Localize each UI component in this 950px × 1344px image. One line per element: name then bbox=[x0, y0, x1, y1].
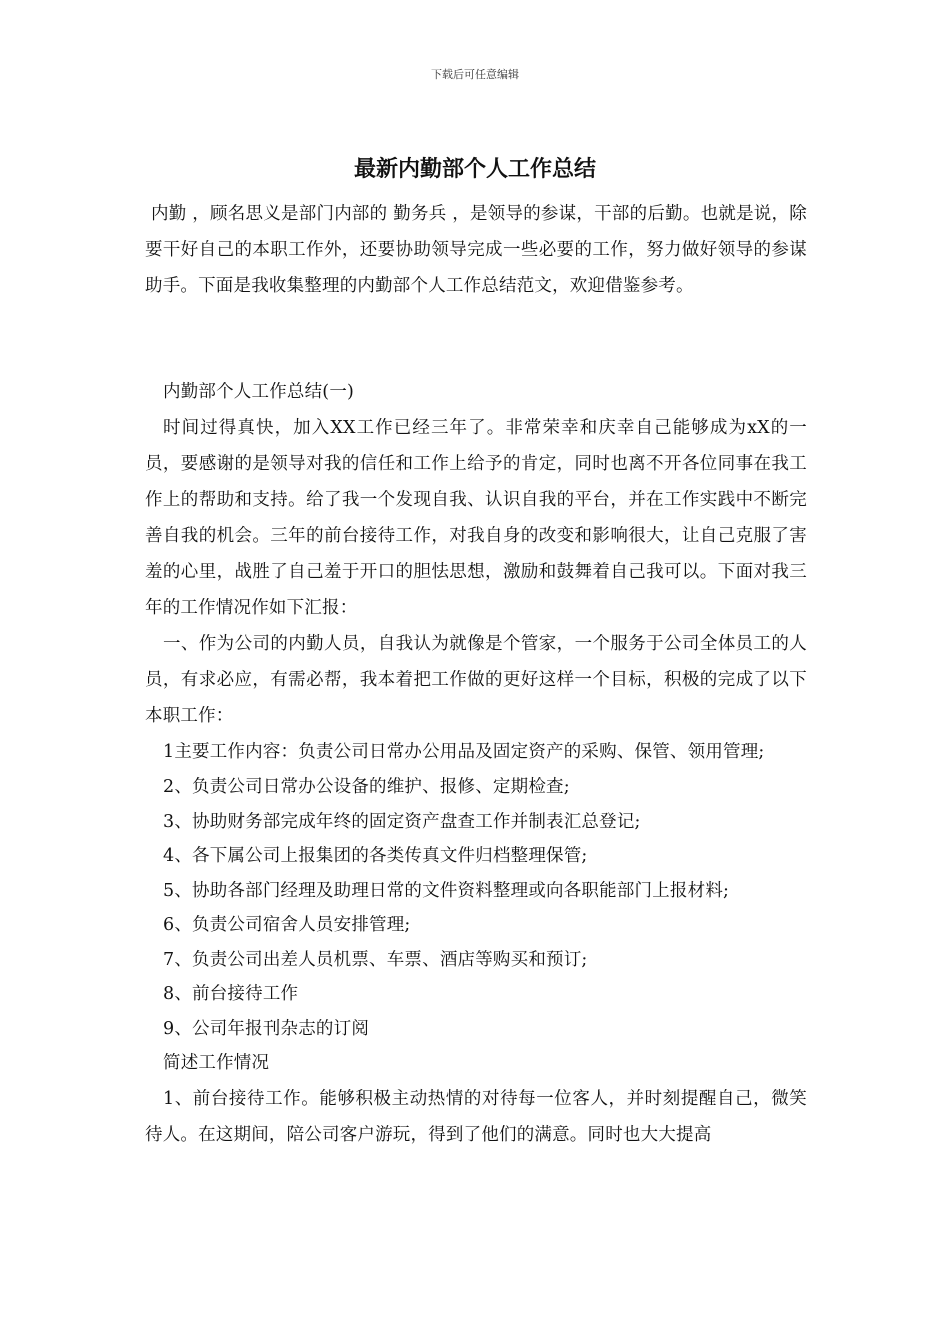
list-item: 5、协助各部门经理及助理日常的文件资料整理或向各职能部门上报材料; bbox=[163, 880, 730, 901]
main-content bbox=[145, 374, 807, 1153]
list-item: 3、协助财务部完成年终的固定资产盘查工作并制表汇总登记; bbox=[163, 811, 641, 832]
list-item: 7、负责公司出差人员机票、车票、酒店等购买和预订; bbox=[163, 949, 588, 970]
list-item: 1主要工作内容：负责公司日常办公用品及固定资产的采购、保管、领用管理; bbox=[163, 742, 765, 762]
list-item: 9、公司年报刊杂志的订阅 bbox=[163, 1018, 370, 1039]
header-note: 下载后可任意编辑 bbox=[431, 68, 519, 81]
intro-paragraph: 内勤 ，顾名思义是部门内部的 勤务兵 ，是领导的参谋，干部的后勤。也就是说，除要干好自己的本职工作外，还要协助领导完成一些必要的工作，努力做好领导的参谋助手。下面是我收集整理的内勤部个人工作总结范文，欢迎借鉴参考。 bbox=[145, 204, 807, 296]
list-item: 4、各下属公司上报集团的各类传真文件归档整理保管; bbox=[163, 846, 588, 866]
paragraph-2: 一、作为公司的内勤人员，自我认为就像是个管家，一个服务于公司全体员工的人员，有求必应，有需必帮，我本着把工作做的更好这样一个目标，积极的完成了以下本职工作： bbox=[145, 634, 807, 726]
paragraph-3: 1、前台接待工作。能够积极主动热情的对待每一位客人，并时刻提醒自己，微笑待人。在这期间，陪公司客户游玩，得到了他们的满意。同时也大大提高 bbox=[145, 1088, 807, 1145]
list-item: 6、负责公司宿舍人员安排管理; bbox=[163, 915, 411, 935]
intro-section bbox=[145, 196, 807, 304]
list-item: 8、前台接待工作 bbox=[163, 984, 299, 1004]
list-item: 2、负责公司日常办公设备的维护、报修、定期检查; bbox=[163, 777, 570, 797]
document-title: 最新内勤部个人工作总结 bbox=[353, 157, 596, 182]
section-heading: 内勤部个人工作总结(一) bbox=[163, 382, 355, 402]
subheading: 简述工作情况 bbox=[163, 1053, 270, 1073]
paragraph-1: 时间过得真快，加入XX工作已经三年了。非常荣幸和庆幸自己能够成为xX的一员，要感谢的是领导对我的信任和工作上给予的肯定，同时也离不开各位同事在我工作上的帮助和支持。给了我一个发现自我、认识自我的平台，并在工作实践中不断完善自我的机会。三年的前台接待工作，对我自身的改变和影响很大，让自己克服了害羞的心里，战胜了自己羞于开口的胆怯思想，激励和鼓舞着自己我可以。下面对我三年的工作情况作如下汇报： bbox=[145, 418, 807, 618]
